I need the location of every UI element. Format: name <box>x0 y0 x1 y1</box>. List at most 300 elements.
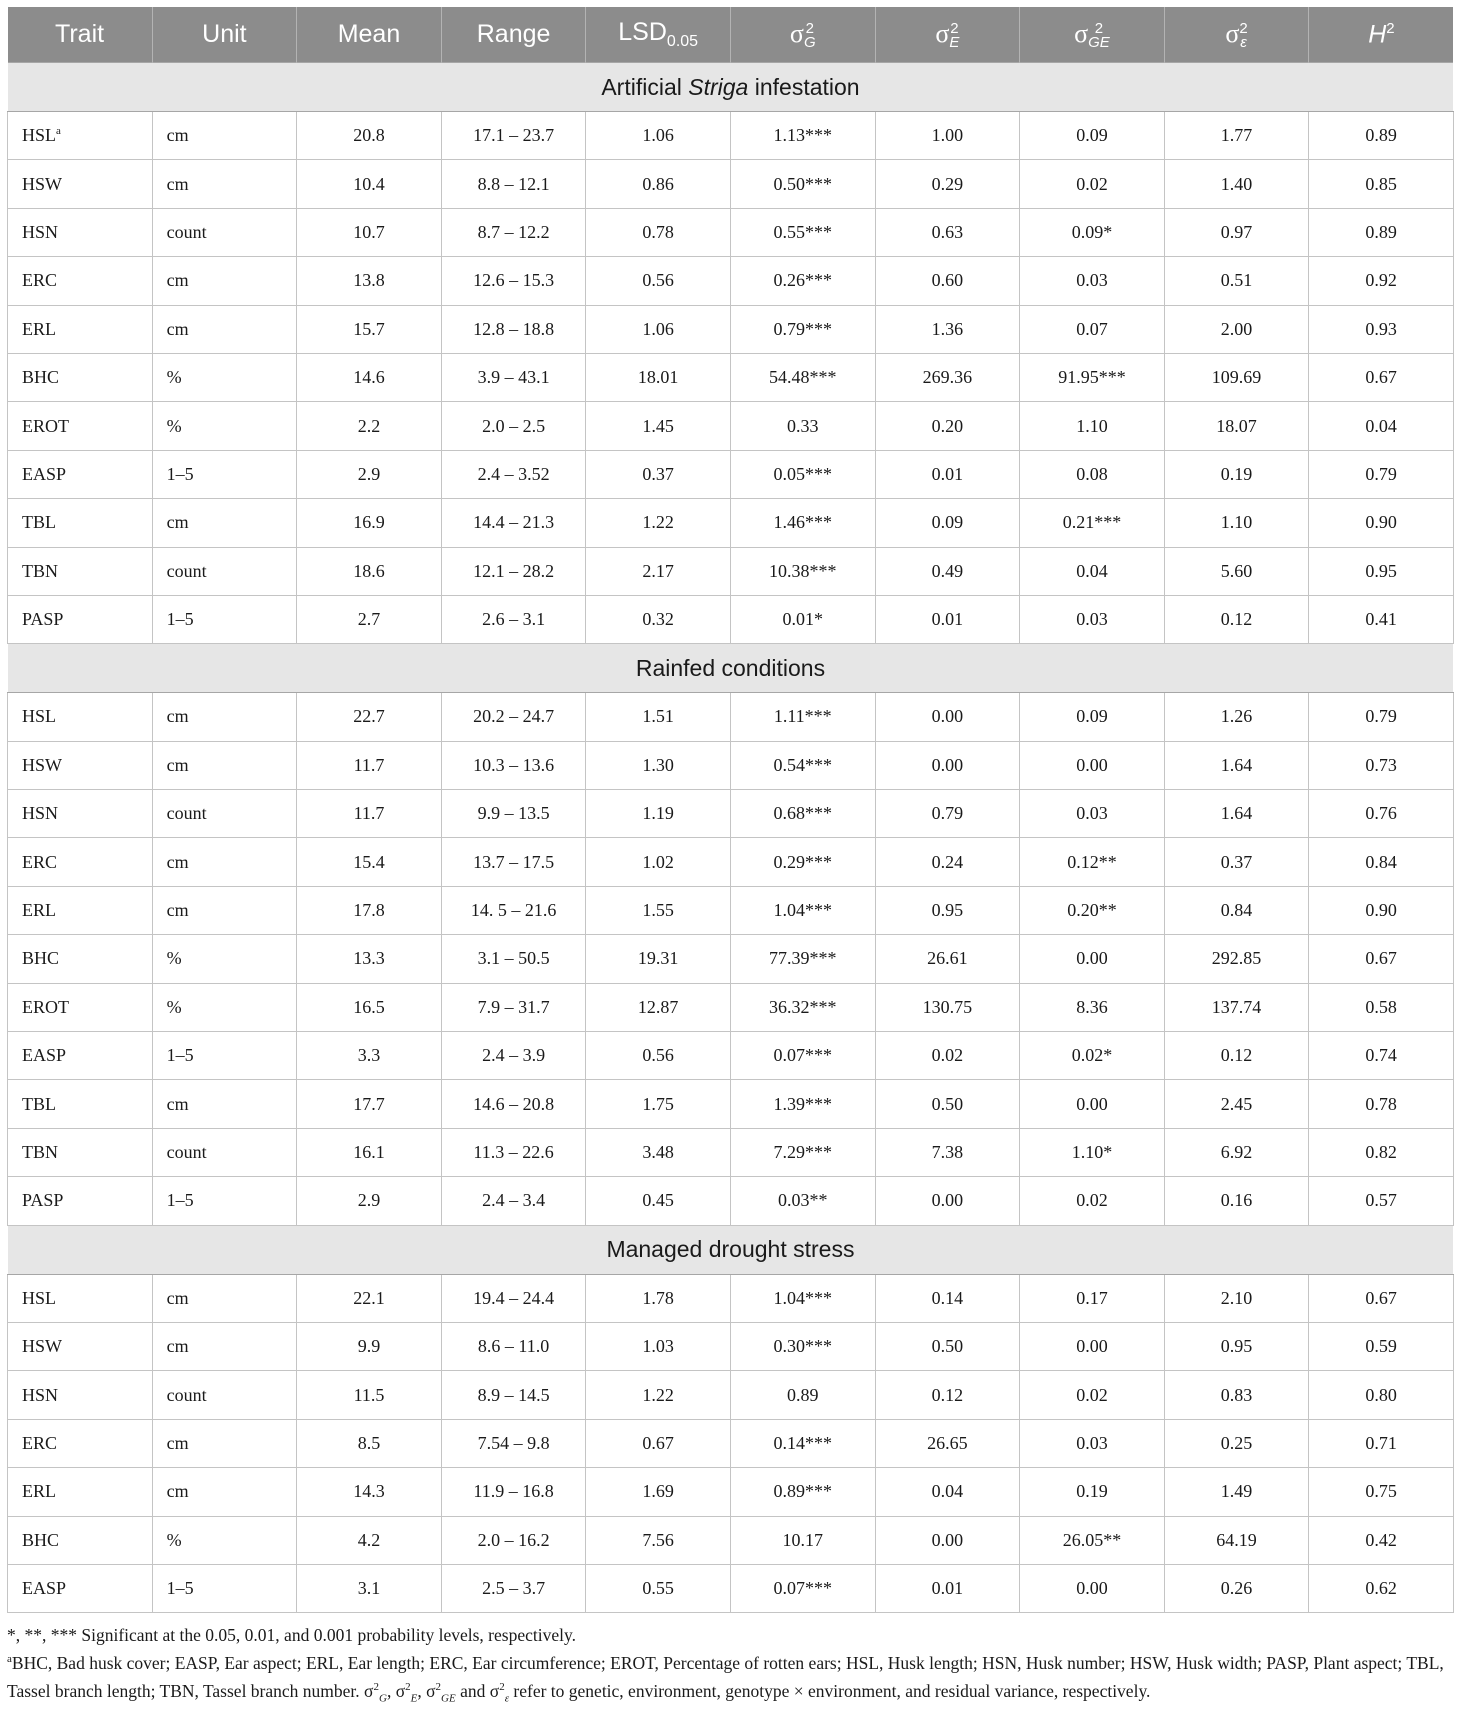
cell-sg <box>730 1371 875 1419</box>
cell-sg <box>730 547 875 595</box>
cell-h2-value: 0.04 <box>1365 415 1397 436</box>
cell-sg <box>730 208 875 256</box>
cell-sg-value: 0.33 <box>787 415 819 436</box>
cell-unit <box>152 547 297 595</box>
cell-unit <box>152 693 297 741</box>
table-row <box>8 1564 1454 1612</box>
cell-se-value: 0.01 <box>931 609 964 630</box>
cell-unit <box>152 208 297 256</box>
cell-trait <box>8 353 153 401</box>
cell-seps <box>1164 499 1309 547</box>
cell-trait-value: ERL <box>22 900 56 921</box>
header-sigma-g-sub: G <box>803 33 816 51</box>
cell-lsd <box>586 450 731 498</box>
cell-unit-value: cm <box>166 125 189 146</box>
cell-mean <box>297 1177 442 1225</box>
footnote-abbreviations <box>7 1647 1453 1710</box>
cell-sge-value: 0.09 <box>1076 125 1108 146</box>
section-header-row <box>8 63 1454 112</box>
cell-sg-value: 0.68*** <box>773 803 833 824</box>
cell-seps <box>1164 741 1309 789</box>
cell-range <box>441 1516 586 1564</box>
cell-seps <box>1164 1564 1309 1612</box>
cell-trait <box>8 1564 153 1612</box>
cell-unit <box>152 1419 297 1467</box>
header-sigma-ge: σ 2 GE <box>1020 7 1165 63</box>
cell-se-value: 26.65 <box>927 1432 968 1453</box>
cell-trait-value: HSL <box>22 706 57 727</box>
cell-trait-value: TBL <box>22 1093 56 1114</box>
cell-unit-value: cm <box>166 754 189 775</box>
cell-mean <box>297 112 442 160</box>
cell-h2-value: 0.73 <box>1365 754 1397 775</box>
cell-unit <box>152 1177 297 1225</box>
cell-seps <box>1164 935 1309 983</box>
cell-lsd <box>586 1371 731 1419</box>
cell-trait <box>8 741 153 789</box>
cell-lsd <box>586 1564 731 1612</box>
footnote-abbrev-text: BHC, Bad husk cover; EASP, Ear aspect; ERL, Ear length; ERC, Ear circumference; EROT, Percentage of rotten ears; HSL, Husk length; HSN, Husk number; HSW, Husk width; PASP, Plant aspect; TBL, Tassel branch length; TBN, Tassel branch number. <box>7 1653 1444 1701</box>
cell-h2 <box>1309 1080 1454 1128</box>
cell-sge <box>1020 547 1165 595</box>
cell-h2 <box>1309 1128 1454 1176</box>
cell-unit-value: count <box>166 1384 207 1405</box>
cell-lsd <box>586 886 731 934</box>
cell-unit <box>152 499 297 547</box>
cell-trait <box>8 1371 153 1419</box>
cell-unit-value: % <box>166 948 182 969</box>
cell-seps <box>1164 1080 1309 1128</box>
cell-se-value: 0.24 <box>931 851 964 872</box>
header-sigma-e-sub: E <box>949 33 960 51</box>
cell-se-value: 0.01 <box>931 463 964 484</box>
cell-se <box>875 1516 1020 1564</box>
cell-trait-value: BHC <box>22 367 60 388</box>
cell-h2-value: 0.89 <box>1365 221 1397 242</box>
cell-seps-value: 18.07 <box>1216 415 1257 436</box>
cell-seps-value: 292.85 <box>1211 948 1262 969</box>
cell-sg <box>730 838 875 886</box>
cell-range <box>441 1032 586 1080</box>
cell-se-value: 0.09 <box>931 512 964 533</box>
cell-h2 <box>1309 1371 1454 1419</box>
cell-mean-value: 16.5 <box>353 996 385 1017</box>
cell-sg <box>730 305 875 353</box>
cell-h2 <box>1309 886 1454 934</box>
cell-unit-value: cm <box>166 512 189 533</box>
cell-range-value: 2.0 – 2.5 <box>482 415 546 436</box>
cell-unit <box>152 886 297 934</box>
cell-sg-value: 0.54*** <box>773 754 833 775</box>
cell-mean-value: 10.7 <box>353 221 385 242</box>
cell-sg <box>730 983 875 1031</box>
cell-sge <box>1020 305 1165 353</box>
cell-seps-value: 5.60 <box>1220 560 1253 581</box>
cell-mean-value: 11.7 <box>353 803 385 824</box>
cell-lsd <box>586 693 731 741</box>
header-sigma-eps: σ 2 ε <box>1164 7 1309 63</box>
cell-sg <box>730 499 875 547</box>
cell-seps <box>1164 1128 1309 1176</box>
section-title-text: Rainfed conditions <box>635 654 826 681</box>
cell-se <box>875 305 1020 353</box>
cell-unit-value: cm <box>166 173 189 194</box>
cell-sge-value: 0.20** <box>1067 900 1117 921</box>
cell-sg <box>730 450 875 498</box>
cell-trait <box>8 257 153 305</box>
cell-sg <box>730 1080 875 1128</box>
cell-se <box>875 112 1020 160</box>
cell-h2 <box>1309 1564 1454 1612</box>
cell-sg <box>730 693 875 741</box>
cell-seps-value: 0.51 <box>1220 270 1253 291</box>
cell-sg-value: 0.07*** <box>773 1045 833 1066</box>
cell-se-value: 1.00 <box>931 125 964 146</box>
cell-se <box>875 886 1020 934</box>
cell-trait-value: ERL <box>22 318 56 339</box>
table-container <box>7 7 1453 1710</box>
cell-range-value: 7.54 – 9.8 <box>477 1432 550 1453</box>
header-sigma-g: σ 2 G <box>730 7 875 63</box>
cell-range <box>441 1371 586 1419</box>
cell-seps-value: 2.45 <box>1220 1093 1253 1114</box>
cell-sge <box>1020 257 1165 305</box>
cell-mean <box>297 499 442 547</box>
cell-sge <box>1020 1274 1165 1322</box>
cell-unit <box>152 1516 297 1564</box>
cell-lsd-value: 2.17 <box>642 560 674 581</box>
cell-trait-value: BHC <box>22 948 60 969</box>
cell-lsd-value: 0.37 <box>642 463 674 484</box>
cell-mean <box>297 1128 442 1176</box>
cell-range-value: 2.4 – 3.4 <box>482 1190 546 1211</box>
cell-range-value: 3.1 – 50.5 <box>477 948 550 969</box>
cell-mean <box>297 353 442 401</box>
footnote-marker: a <box>7 1653 12 1666</box>
cell-sg-value: 0.89 <box>787 1384 819 1405</box>
cell-se-value: 0.50 <box>931 1336 964 1357</box>
cell-sge <box>1020 1371 1165 1419</box>
cell-trait <box>8 160 153 208</box>
cell-sg-value: 77.39*** <box>769 948 837 969</box>
cell-trait <box>8 1322 153 1370</box>
cell-mean <box>297 886 442 934</box>
cell-range <box>441 1468 586 1516</box>
table-row <box>8 547 1454 595</box>
table-body <box>8 63 1454 1613</box>
cell-lsd-value: 0.32 <box>642 609 674 630</box>
table-row <box>8 741 1454 789</box>
cell-unit-value: 1–5 <box>166 1045 194 1066</box>
cell-seps-value: 0.16 <box>1220 1190 1253 1211</box>
cell-lsd-value: 1.69 <box>642 1481 674 1502</box>
cell-sg-value: 7.29*** <box>773 1142 833 1162</box>
cell-trait-value: HSL <box>22 1287 57 1308</box>
cell-sg <box>730 1564 875 1612</box>
cell-mean-value: 11.5 <box>353 1384 385 1405</box>
cell-se-value: 0.60 <box>931 270 964 291</box>
cell-trait-value: BHC <box>22 1529 60 1550</box>
table-row <box>8 1371 1454 1419</box>
cell-se <box>875 499 1020 547</box>
table-row <box>8 838 1454 886</box>
cell-sge <box>1020 499 1165 547</box>
cell-range-value: 8.7 – 12.2 <box>477 221 550 242</box>
table-row <box>8 1468 1454 1516</box>
cell-unit <box>152 1274 297 1322</box>
cell-sg-value: 0.26*** <box>773 270 833 291</box>
header-sigma-ge-sub: GE <box>1088 33 1110 51</box>
cell-mean-value: 16.9 <box>353 512 385 533</box>
cell-unit <box>152 983 297 1031</box>
cell-range-value: 10.3 – 13.6 <box>473 754 555 775</box>
cell-h2-value: 0.79 <box>1365 706 1397 727</box>
cell-sg-value: 1.46*** <box>773 512 833 533</box>
cell-trait <box>8 693 153 741</box>
cell-range-value: 2.0 – 16.2 <box>477 1529 550 1550</box>
cell-sg-value: 1.39*** <box>773 1093 833 1114</box>
cell-seps <box>1164 1322 1309 1370</box>
cell-se-value: 0.00 <box>931 1190 964 1211</box>
table-row <box>8 1322 1454 1370</box>
footnotes <box>7 1623 1453 1710</box>
cell-mean <box>297 935 442 983</box>
cell-mean-value: 2.2 <box>357 415 381 436</box>
cell-sge <box>1020 838 1165 886</box>
cell-h2 <box>1309 1419 1454 1467</box>
cell-trait-value: HSN <box>22 803 59 824</box>
cell-se-value: 269.36 <box>922 367 973 388</box>
cell-lsd <box>586 1516 731 1564</box>
cell-mean-value: 11.7 <box>353 754 385 775</box>
cell-sg-value: 10.38*** <box>769 560 837 581</box>
cell-lsd <box>586 935 731 983</box>
cell-sge <box>1020 353 1165 401</box>
cell-trait-value: HSL <box>22 125 57 146</box>
cell-trait-value: HSN <box>22 1384 59 1405</box>
cell-range <box>441 450 586 498</box>
cell-range <box>441 1080 586 1128</box>
cell-mean <box>297 790 442 838</box>
cell-sge <box>1020 790 1165 838</box>
cell-lsd <box>586 402 731 450</box>
cell-lsd <box>586 983 731 1031</box>
cell-trait <box>8 112 153 160</box>
cell-mean <box>297 1371 442 1419</box>
cell-se <box>875 1468 1020 1516</box>
cell-range-value: 12.6 – 15.3 <box>473 270 555 291</box>
cell-seps-value: 1.64 <box>1220 754 1253 775</box>
sigma-eps: $\sigma^2_\varepsilon$ <box>489 1680 510 1705</box>
cell-sg <box>730 160 875 208</box>
cell-h2-value: 0.80 <box>1365 1384 1397 1405</box>
cell-range <box>441 983 586 1031</box>
cell-sge <box>1020 1322 1165 1370</box>
cell-h2 <box>1309 595 1454 643</box>
cell-trait-value: HSN <box>22 221 59 242</box>
cell-range-value: 2.5 – 3.7 <box>482 1578 546 1599</box>
table-row <box>8 402 1454 450</box>
cell-lsd <box>586 1177 731 1225</box>
cell-se <box>875 1419 1020 1467</box>
cell-sg-value: 54.48*** <box>769 367 837 388</box>
cell-lsd <box>586 838 731 886</box>
cell-se-value: 0.00 <box>931 754 964 775</box>
cell-seps-value: 64.19 <box>1216 1529 1257 1550</box>
cell-trait <box>8 1419 153 1467</box>
cell-se <box>875 1564 1020 1612</box>
cell-trait-value: PASP <box>22 609 64 630</box>
cell-range-value: 17.1 – 23.7 <box>473 125 555 146</box>
cell-h2 <box>1309 353 1454 401</box>
cell-sge-value: 0.00 <box>1076 1093 1108 1114</box>
cell-se <box>875 1274 1020 1322</box>
cell-seps <box>1164 160 1309 208</box>
cell-sge <box>1020 112 1165 160</box>
cell-sg <box>730 1419 875 1467</box>
table-row <box>8 257 1454 305</box>
cell-seps-value: 137.74 <box>1211 996 1262 1017</box>
cell-trait-value: ERC <box>22 851 58 872</box>
cell-trait <box>8 935 153 983</box>
cell-trait-value: ERC <box>22 270 58 291</box>
cell-range-value: 11.9 – 16.8 <box>473 1481 554 1502</box>
cell-seps-value: 0.97 <box>1220 221 1253 242</box>
cell-unit-value: cm <box>166 1287 189 1308</box>
cell-seps-value: 6.92 <box>1220 1142 1253 1162</box>
cell-sge-value: 0.04 <box>1076 560 1108 581</box>
table-row <box>8 595 1454 643</box>
cell-seps <box>1164 838 1309 886</box>
cell-h2 <box>1309 790 1454 838</box>
cell-se-value: 0.95 <box>931 900 964 921</box>
header-lsd <box>586 7 731 63</box>
cell-trait <box>8 1274 153 1322</box>
cell-mean <box>297 160 442 208</box>
cell-trait <box>8 595 153 643</box>
cell-sge <box>1020 1032 1165 1080</box>
cell-mean <box>297 1564 442 1612</box>
cell-mean-value: 16.1 <box>353 1142 385 1162</box>
cell-trait <box>8 983 153 1031</box>
cell-trait-value: ERL <box>22 1481 56 1502</box>
cell-trait-value: EROT <box>22 996 69 1017</box>
table-row <box>8 1274 1454 1322</box>
cell-mean <box>297 257 442 305</box>
cell-seps-value: 0.12 <box>1220 1045 1253 1066</box>
cell-unit-value: cm <box>166 900 189 921</box>
cell-sg <box>730 1274 875 1322</box>
cell-mean-value: 20.8 <box>353 125 385 146</box>
cell-seps <box>1164 1032 1309 1080</box>
cell-unit <box>152 595 297 643</box>
cell-lsd-value: 1.22 <box>642 512 674 533</box>
cell-h2-value: 0.67 <box>1365 367 1397 388</box>
cell-h2 <box>1309 208 1454 256</box>
cell-sg-value: 0.30*** <box>773 1336 833 1357</box>
cell-lsd-value: 3.48 <box>642 1142 674 1162</box>
cell-se <box>875 983 1020 1031</box>
cell-lsd-value: 0.45 <box>642 1190 674 1211</box>
cell-range-value: 12.1 – 28.2 <box>473 560 555 581</box>
cell-unit-value: 1–5 <box>166 609 194 630</box>
cell-sge <box>1020 450 1165 498</box>
cell-h2-value: 0.71 <box>1365 1432 1397 1453</box>
cell-range-value: 8.8 – 12.1 <box>477 173 550 194</box>
cell-h2-value: 0.85 <box>1365 173 1397 194</box>
header-row <box>8 7 1454 63</box>
cell-h2 <box>1309 741 1454 789</box>
cell-se <box>875 790 1020 838</box>
table-row <box>8 1080 1454 1128</box>
cell-h2-value: 0.84 <box>1365 851 1397 872</box>
cell-mean-value: 2.7 <box>357 609 381 630</box>
table-row <box>8 886 1454 934</box>
cell-sg-value: 1.04*** <box>773 1287 833 1308</box>
cell-mean <box>297 1032 442 1080</box>
table-row <box>8 1419 1454 1467</box>
cell-lsd <box>586 257 731 305</box>
cell-sge <box>1020 1080 1165 1128</box>
cell-range-value: 2.4 – 3.52 <box>477 463 550 484</box>
cell-sg-value: 0.50*** <box>773 173 833 194</box>
cell-sge <box>1020 208 1165 256</box>
cell-h2 <box>1309 935 1454 983</box>
cell-sg <box>730 1032 875 1080</box>
cell-lsd <box>586 547 731 595</box>
cell-lsd-value: 18.01 <box>637 367 679 388</box>
cell-se-value: 0.63 <box>931 221 964 242</box>
cell-sge <box>1020 595 1165 643</box>
cell-trait <box>8 886 153 934</box>
cell-sg-value: 0.55*** <box>773 221 833 242</box>
cell-range-value: 3.9 – 43.1 <box>477 367 550 388</box>
cell-mean-value: 15.4 <box>353 851 385 872</box>
cell-seps-value: 1.64 <box>1220 803 1253 824</box>
footnote-and: and <box>455 1680 490 1701</box>
header-unit: Unit <box>152 7 297 63</box>
cell-range-value: 19.4 – 24.4 <box>473 1287 555 1308</box>
cell-se-value: 0.29 <box>931 173 964 194</box>
cell-unit-value: cm <box>166 1481 189 1502</box>
header-h2-label: H <box>1368 20 1387 49</box>
cell-sge-value: 0.02 <box>1076 1190 1108 1211</box>
cell-lsd <box>586 1419 731 1467</box>
cell-seps <box>1164 450 1309 498</box>
cell-unit-value: 1–5 <box>166 463 194 484</box>
cell-mean-value: 13.8 <box>353 270 385 291</box>
cell-lsd-value: 1.45 <box>642 415 674 436</box>
cell-sg-value: 0.03** <box>778 1190 828 1211</box>
cell-se-value: 0.12 <box>931 1384 964 1405</box>
cell-lsd <box>586 741 731 789</box>
cell-sge-value: 0.09 <box>1076 706 1108 727</box>
cell-sg <box>730 112 875 160</box>
cell-seps <box>1164 1516 1309 1564</box>
cell-unit <box>152 353 297 401</box>
cell-mean-value: 9.9 <box>357 1336 381 1357</box>
cell-h2-value: 0.57 <box>1365 1190 1397 1211</box>
header-lsd-label: LSD <box>618 18 667 46</box>
cell-sge <box>1020 1419 1165 1467</box>
cell-trait <box>8 1080 153 1128</box>
section-title-suffix: infestation <box>748 73 860 100</box>
cell-mean <box>297 1274 442 1322</box>
cell-sge-value: 0.19 <box>1076 1481 1108 1502</box>
cell-mean-value: 3.3 <box>357 1045 381 1066</box>
table-row <box>8 693 1454 741</box>
cell-trait <box>8 305 153 353</box>
